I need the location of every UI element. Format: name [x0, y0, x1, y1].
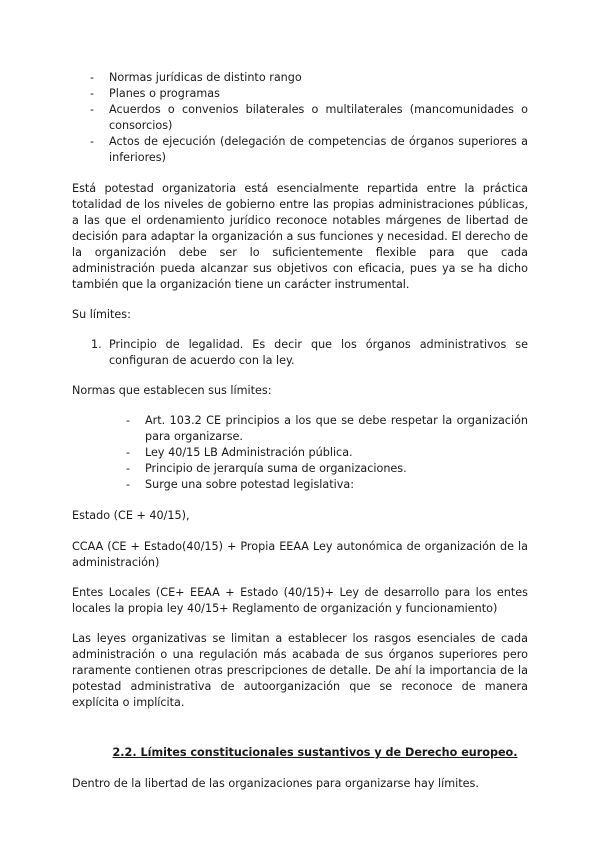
paragraph-entes-locales: Entes Locales (CE+ EEAA + Estado (40/15)+ Ley de desarrollo para los entes locales la propia ley 40/15+ Reglamento de organización y funcionamiento)	[72, 586, 528, 615]
list-item	[91, 337, 528, 369]
list-item: - Normas jurídicas de distinto rango	[109, 70, 528, 86]
list-item: - Planes o programas	[109, 86, 528, 102]
list-item: - Art. 103.2 CE principios a los que se debe respetar la organización para organizarse.	[145, 413, 528, 445]
section-heading: 2.2. Límites constitucionales sustantivos y de Derecho europeo.	[112, 746, 518, 759]
paragraph-ccaa: CCAA (CE + Estado(40/15) + Propia EEAA Ley autonómica de organización de la administración)	[72, 540, 528, 569]
paragraph-estado: Estado (CE + 40/15),	[72, 509, 190, 522]
list-item: - Surge una sobre potestad legislativa:	[145, 477, 528, 493]
paragraph-leyes-organizativas: Las leyes organizativas se limitan a establecer los rasgos esenciales de cada administración o una regulación más acabada de sus órganos superiores pero raramente contienen otras prescripciones de detalle. De ahí la importancia de la potestad administrativa de autoorganización que se reconoce de manera explícita o implícita.	[72, 632, 528, 709]
paragraph-normas-intro: Normas que establecen sus límites:	[72, 384, 272, 397]
paragraph-dentro: Dentro de la libertad de las organizaciones para organizarse hay límites.	[72, 777, 479, 790]
limiting-norms-list	[72, 413, 528, 493]
list-item: - Acuerdos o convenios bilaterales o multilaterales (mancomunidades o consorcios)	[109, 102, 528, 134]
paragraph-su-limites: Su límites:	[72, 308, 131, 321]
list-item-text: Principio de legalidad. Es decir que los órganos administrativos se configuran de acuerdo con la ley.	[109, 338, 528, 367]
list-item: - Actos de ejecución (delegación de competencias de órganos superiores a inferiores)	[109, 134, 528, 166]
paragraph-potestad: Está potestad organizatoria está esencialmente repartida entre la práctica totalidad de los niveles de gobierno entre las propias administraciones públicas, a las que el ordenamiento jurídico reconoce notables márgenes de libertad de decisión para adaptar la organización a sus funciones y necesidad. El derecho de la organización debe ser lo suficientemente flexible para que cada administración pueda alcanzar sus objetivos con eficacia, pues ya se ha dicho también que la organización tiene un carácter instrumental.	[72, 182, 528, 291]
list-item: - Principio de jerarquía suma de organizaciones.	[145, 461, 528, 477]
list-item: - Ley 40/15 LB Administración pública.	[145, 445, 528, 461]
document-page	[72, 70, 528, 792]
organization-instruments-list	[72, 70, 528, 166]
limits-numbered-list	[72, 337, 528, 369]
list-number: 1.	[91, 338, 102, 351]
